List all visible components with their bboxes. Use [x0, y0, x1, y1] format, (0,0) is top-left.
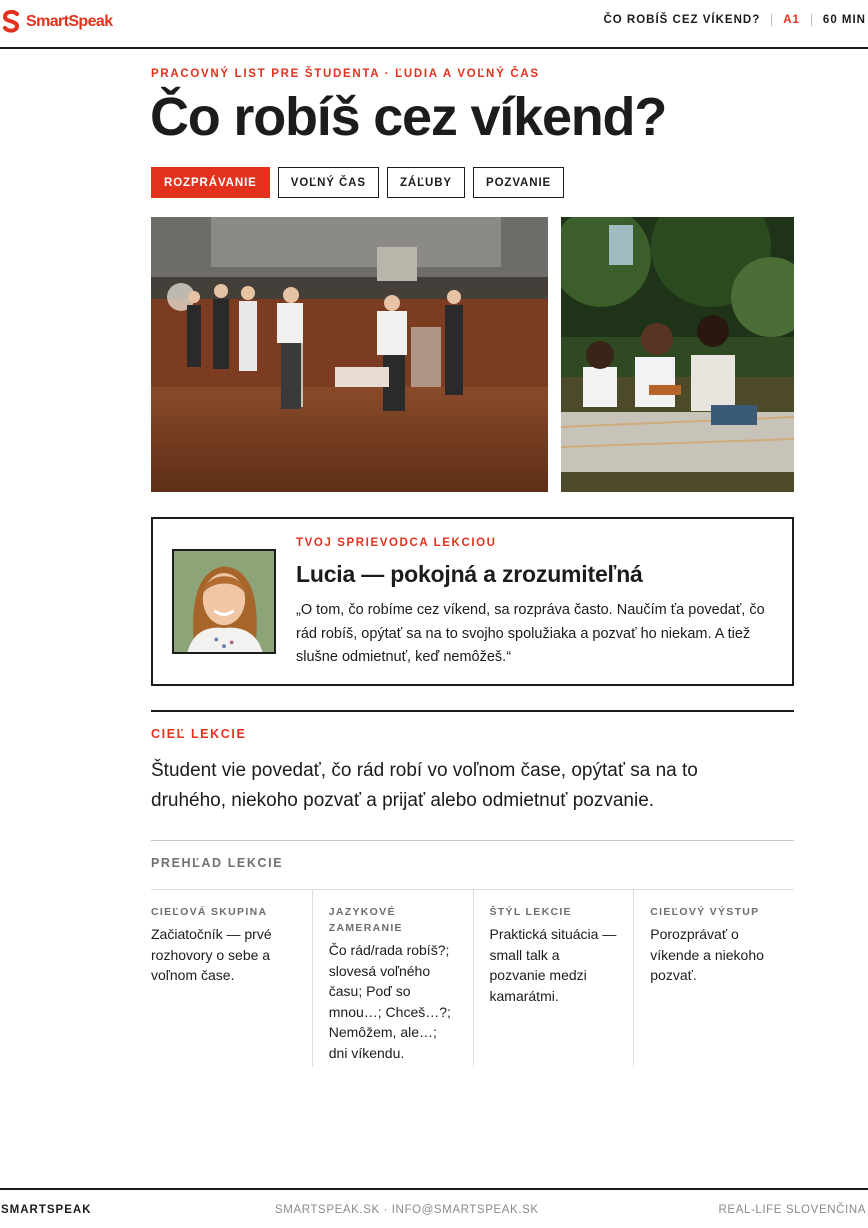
page-footer: [0, 1188, 868, 1228]
guide-quote: „O tom, čo robíme cez víkend, sa rozpráva často. Naučím ťa povedať, čo rád robíš, opýtať sa na to svojho spolužiaka a pozvať ho niekam. A tiež slušne odmietnuť, keď nemôžeš.“: [296, 602, 765, 665]
lesson-meta: [603, 14, 866, 26]
overview-col-head: ŠTÝL LEKCIE: [489, 906, 572, 918]
page-title: Čo robíš cez víkend?: [150, 87, 667, 147]
overview-col-lesson-style: [473, 890, 634, 1067]
goal-text: Študent vie povedať, čo rád robí vo voľnom čase, opýtať sa na to druhého, niekoho pozvať a prijať alebo odmietnuť pozvanie.: [151, 760, 698, 811]
top-header: [0, 0, 868, 49]
footer-tagline: REAL-LIFE SLOVENČINA: [718, 1204, 866, 1216]
overview-col-target-group: [151, 890, 312, 1067]
brand-name: SmartSpeak: [26, 13, 113, 30]
guide-label: TVOJ SPRIEVODCA LEKCIOU: [296, 537, 497, 549]
divider: [811, 14, 812, 26]
tag-pozvanie[interactable]: POZVANIE: [473, 167, 564, 198]
overview-col-body: Čo rád/rada robíš?; slovesá voľného času; Poď so mnou…; Chceš…?; Nemôžem, ale…; dni víkendu.: [328, 942, 451, 1061]
overview-col-language-focus: [312, 890, 473, 1067]
overview-grid: [151, 890, 794, 1067]
duration-label: 60 MIN: [822, 14, 866, 26]
overview-col-head: CIEĽOVÁ SKUPINA: [151, 906, 268, 918]
overview-col-body: Začiatočník — prvé rozhovory o sebe a voľnom čase.: [151, 926, 272, 983]
worksheet-kicker: PRACOVNÝ LIST PRE ŠTUDENTA · ĽUDIA A VOĽNÝ ČAS: [151, 68, 540, 80]
lesson-title-short: ČO ROBÍŠ CEZ VÍKEND?: [603, 14, 761, 26]
level-badge: A1: [783, 14, 800, 26]
divider: [771, 14, 772, 26]
gym-dance-photo: [151, 217, 548, 492]
section-divider: [151, 710, 794, 712]
family-picnic-photo: [561, 217, 794, 492]
guide-avatar: [172, 549, 276, 654]
footer-brand: SMARTSPEAK: [1, 1204, 92, 1216]
section-divider: [151, 840, 794, 841]
overview-col-head: CIEĽOVÝ VÝSTUP: [650, 906, 760, 918]
footer-contact-link[interactable]: SMARTSPEAK.SK · INFO@SMARTSPEAK.SK: [275, 1204, 539, 1216]
guide-card: [151, 517, 794, 686]
tag-zaluby[interactable]: ZÁĽUBY: [387, 167, 465, 198]
brand-logo[interactable]: [1, 9, 113, 35]
goal-label: CIEĽ LEKCIE: [151, 727, 247, 741]
overview-col-body: Porozprávať o víkende a niekoho pozvať.: [650, 926, 764, 983]
overview-label: PREHĽAD LEKCIE: [151, 856, 284, 870]
guide-name: Lucia — pokojná a zrozumiteľná: [296, 561, 643, 587]
tag-rozpravanie[interactable]: ROZPRÁVANIE: [151, 167, 270, 198]
overview-col-body: Praktická situácia — small talk a pozvanie medzi kamarátmi.: [489, 926, 617, 1004]
topic-tags: [151, 167, 564, 198]
smartspeak-logo-icon: [1, 9, 22, 35]
tag-volny-cas[interactable]: VOĽNÝ ČAS: [278, 167, 379, 198]
overview-col-head: JAZYKOVÉ ZAMERANIE: [328, 906, 403, 934]
overview-col-target-output: [633, 890, 794, 1067]
